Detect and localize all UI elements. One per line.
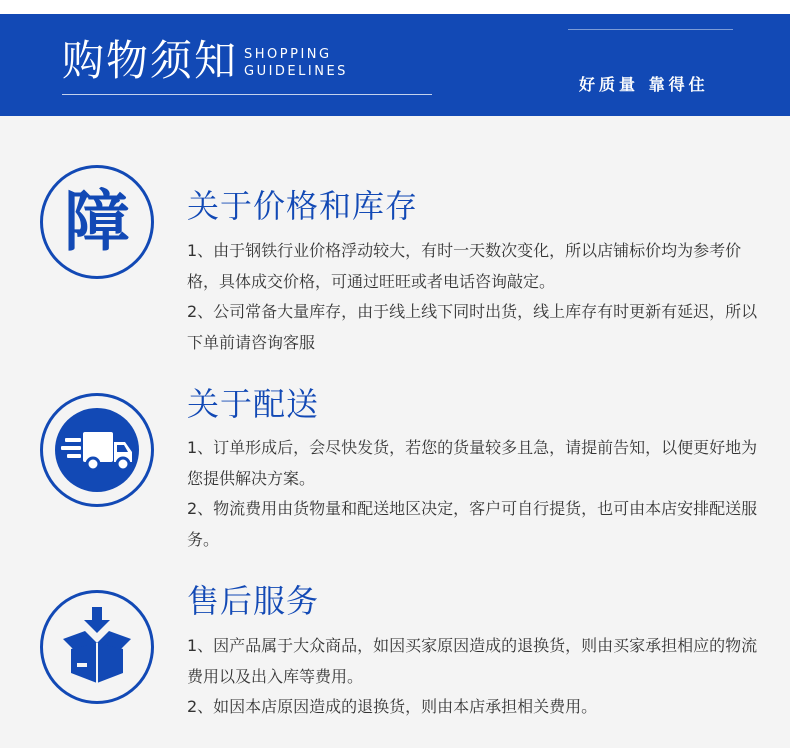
section-title: 售后服务 [187,582,320,620]
return-box-icon [55,605,139,689]
paragraph: 1、由于钢铁行业价格浮动较大，有时一天数次变化，所以店铺标价均为参考价格，具体成交价格，可通过旺旺或者电话咨询敲定。 [187,241,742,291]
header-banner [0,14,790,116]
section-body [187,433,759,555]
page-title: 购物须知 [62,36,239,85]
subtitle-line-2: GUIDELINES [244,64,348,79]
slogan: 好质量 靠得住 [579,75,709,94]
header-top-rule [568,29,733,30]
subtitle-line-1: SHOPPING [244,47,332,62]
page-subtitle [244,46,348,80]
section-title: 关于配送 [187,385,320,423]
delivery-badge [40,393,154,507]
section-title: 关于价格和库存 [187,187,419,225]
badge-character: 障 [64,183,130,260]
paragraph: 2、物流费用由货物量和配送地区决定，客户可自行提货，也可由本店安排配送服务。 [187,499,758,549]
title-underline [62,94,432,95]
return-badge [40,590,154,704]
guarantee-character-icon [40,165,154,279]
paragraph: 2、公司常备大量库存，由于线上线下同时出货，线上库存有时更新有延迟，所以下单前请咨询客服 [187,302,758,352]
section-body [187,236,759,358]
section-body [187,631,759,723]
paragraph: 1、因产品属于大众商品，如因买家原因造成的退换货，则由买家承担相应的物流费用以及出入库等费用。 [187,636,758,686]
delivery-truck-icon [55,408,139,492]
paragraph: 1、订单形成后，会尽快发货，若您的货量较多且急，请提前告知，以便更好地为您提供解决方案。 [187,438,758,488]
paragraph: 2、如因本店原因造成的退换货，则由本店承担相关费用。 [187,697,598,716]
top-strip [0,0,790,14]
